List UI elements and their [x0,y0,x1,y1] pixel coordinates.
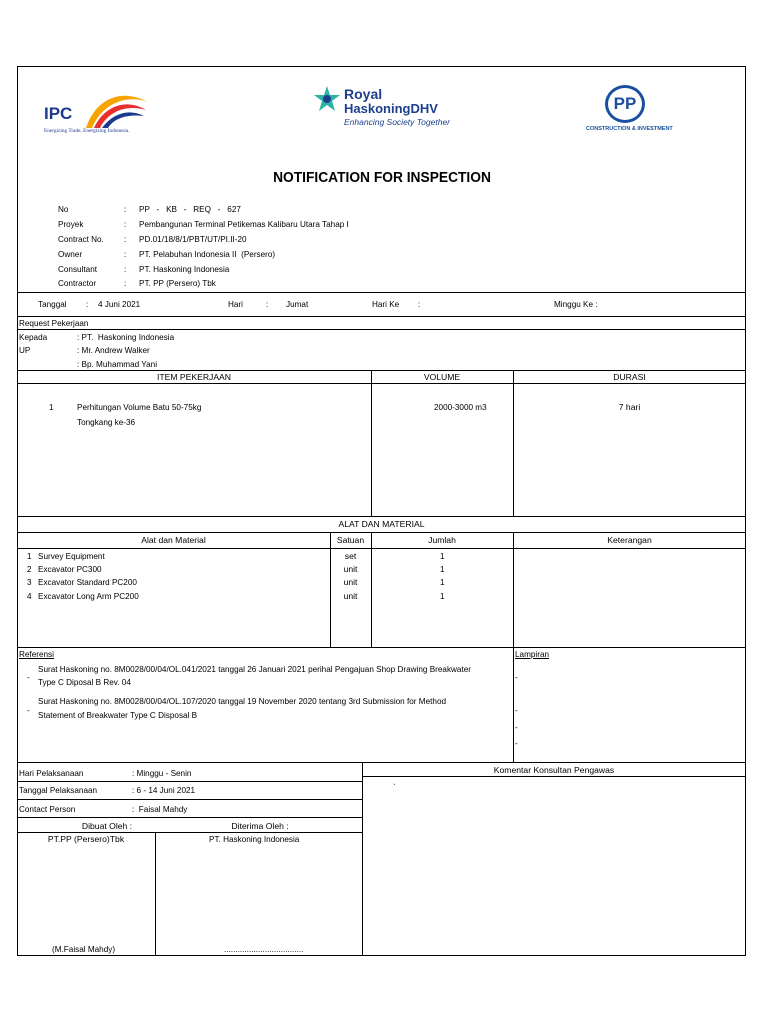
col-header-volume: VOLUME [423,372,461,382]
royal-wordmark: Royal [344,86,383,102]
equipment-no: 4 [27,591,32,601]
col-divider [155,832,156,956]
info-colon: : [124,204,127,214]
col-divider [371,370,372,516]
kepada-value: : PT. Haskoning Indonesia [77,332,175,342]
info-value: PP - KB - REQ - 627 [139,204,241,214]
col-header-item: ITEM PEKERJAAN [156,372,232,382]
referensi-item: Surat Haskoning no. 8M0028/00/04/OL.041/2021 tanggal 26 Januari 2021 perihal Pengajuan Shop Drawing Breakwater [38,664,472,674]
divider [17,762,746,763]
divider [17,832,362,833]
equipment-qty: 1 [440,591,445,601]
col-divider [513,647,514,762]
divider [17,383,746,384]
info-label: Owner [58,249,83,259]
pp-tagline: CONSTRUCTION & INVESTMENT [586,126,673,132]
equipment-name: Excavator PC300 [38,564,102,574]
komentar-mark: ` [393,782,396,792]
divider [17,516,746,517]
info-label: Consultant [58,264,98,274]
referensi-bullet: - [27,705,30,715]
col-header-alat: Alat dan Material [141,535,206,545]
hari-value: Jumat [286,299,309,309]
referensi-item: Surat Haskoning no. 8M0028/00/04/OL.107/2020 tanggal 19 November 2020 tentang 3rd Submission for Method [38,696,447,706]
divider [362,776,746,777]
contact-person-label: Contact Person [19,804,76,814]
col-divider [513,370,514,516]
col-divider [513,532,514,647]
star-icon [312,84,342,114]
divider [17,532,746,533]
hari-colon: : [266,299,269,309]
up-value-2: : Bp. Muhammad Yani [77,359,158,369]
divider [17,647,746,648]
hari-label: Hari [228,299,243,309]
request-heading: Request Pekerjaan [19,318,89,328]
pp-mark-text: PP [613,94,637,113]
hari-pelaksanaan-value: : Minggu - Senin [132,768,192,778]
lampiran-heading: Lampiran [515,649,550,659]
dibuat-oleh-label: Dibuat Oleh : [81,821,133,831]
hari-pelaksanaan-label: Hari Pelaksanaan [19,768,84,778]
pp-circle-mark [605,85,645,123]
diterima-oleh-label: Diterima Oleh : [231,821,289,831]
diterima-signatory: ................................... [224,944,304,954]
lampiran-bullet: - [515,738,518,748]
divider [17,370,746,371]
divider [17,292,746,293]
pp-logo [584,84,674,140]
lampiran-bullet: - [515,705,518,715]
divider [17,799,362,800]
divider [17,316,746,317]
info-colon: : [124,249,127,259]
equipment-heading: ALAT DAN MATERIAL [338,519,425,529]
equipment-name: Survey Equipment [38,551,105,561]
equipment-unit: set [344,551,357,561]
col-divider [330,532,331,647]
item-desc-2: Tongkang ke-36 [77,417,136,427]
equipment-qty: 1 [440,564,445,574]
divider [17,548,746,549]
equipment-unit: unit [343,577,358,587]
komentar-heading: Komentar Konsultan Pengawas [493,765,615,775]
tanggal-pelaksanaan-label: Tanggal Pelaksanaan [19,785,98,795]
ipc-wordmark: IPC [44,104,73,123]
tanggal-label: Tanggal [38,299,67,309]
referensi-heading: Referensi [19,649,54,659]
info-value: PT. Pelabuhan Indonesia II (Persero) [139,249,276,259]
info-value: PT. Haskoning Indonesia [139,264,230,274]
referensi-item-2: Type C Diposal B Rev. 04 [38,677,131,687]
col-header-durasi: DURASI [613,372,646,382]
info-colon: : [124,219,127,229]
info-value: PD.01/18/8/1/PBT/UT/PI.II-20 [139,234,247,244]
info-label: Contractor [58,278,97,288]
info-colon: : [124,234,127,244]
col-header-keterangan: Keterangan [607,535,652,545]
ipc-tagline: Energizing Trade, Energizing Indonesia. [44,128,130,134]
contact-person-value: : Faisal Mahdy [132,804,188,814]
col-header-satuan: Satuan [336,535,365,545]
info-label: Contract No. [58,234,104,244]
col-divider [371,532,372,647]
info-value: Pembangunan Terminal Petikemas Kalibaru Utara Tahap I [139,219,349,229]
equipment-qty: 1 [440,551,445,561]
equipment-unit: unit [343,564,358,574]
up-label: UP [19,345,31,355]
royal-tagline: Enhancing Society Together [344,117,451,127]
divider [17,781,362,782]
info-label: No [58,204,69,214]
info-colon: : [124,264,127,274]
info-value: PT. PP (Persero) Tbk [139,278,216,288]
lampiran-bullet: - [515,722,518,732]
equipment-no: 1 [27,551,32,561]
equipment-qty: 1 [440,577,445,587]
equipment-name: Excavator Long Arm PC200 [38,591,139,601]
dibuat-signatory: (M.Faisal Mahdy) [52,944,116,954]
referensi-item-2: Statement of Breakwater Type C Disposal B [38,710,198,720]
equipment-no: 2 [27,564,32,574]
kepada-label: Kepada [19,332,48,342]
ipc-logo [40,88,160,138]
royal-haskoning-logo [312,82,452,138]
page-title: NOTIFICATION FOR INSPECTION [273,170,491,186]
minggu-ke-label: Minggu Ke : [554,299,598,309]
item-volume: 2000-3000 m3 [434,402,487,412]
item-durasi: 7 hari [618,402,641,412]
hari-ke-colon: : [418,299,421,309]
info-label: Proyek [58,219,84,229]
hari-ke-label: Hari Ke [372,299,400,309]
col-divider [362,762,363,956]
equipment-name: Excavator Standard PC200 [38,577,137,587]
tanggal-value: 4 Juni 2021 [98,299,141,309]
info-colon: : [124,278,127,288]
divider [17,817,362,818]
dibuat-company: PT.PP (Persero)Tbk [47,834,125,844]
equipment-unit: unit [343,591,358,601]
col-header-jumlah: Jumlah [428,535,456,545]
item-desc: Perhitungan Volume Batu 50-75kg [77,402,202,412]
divider [17,329,746,330]
tanggal-colon: : [86,299,89,309]
lampiran-bullet: - [515,672,518,682]
equipment-no: 3 [27,577,32,587]
referensi-bullet: - [27,672,30,682]
diterima-company: PT. Haskoning Indonesia [209,834,300,844]
tanggal-pelaksanaan-value: : 6 - 14 Juni 2021 [132,785,196,795]
haskoning-wordmark: HaskoningDHV [344,101,438,116]
ipc-swoosh-icon [82,88,152,132]
item-no: 1 [49,402,54,412]
up-value: : Mr. Andrew Walker [77,345,150,355]
